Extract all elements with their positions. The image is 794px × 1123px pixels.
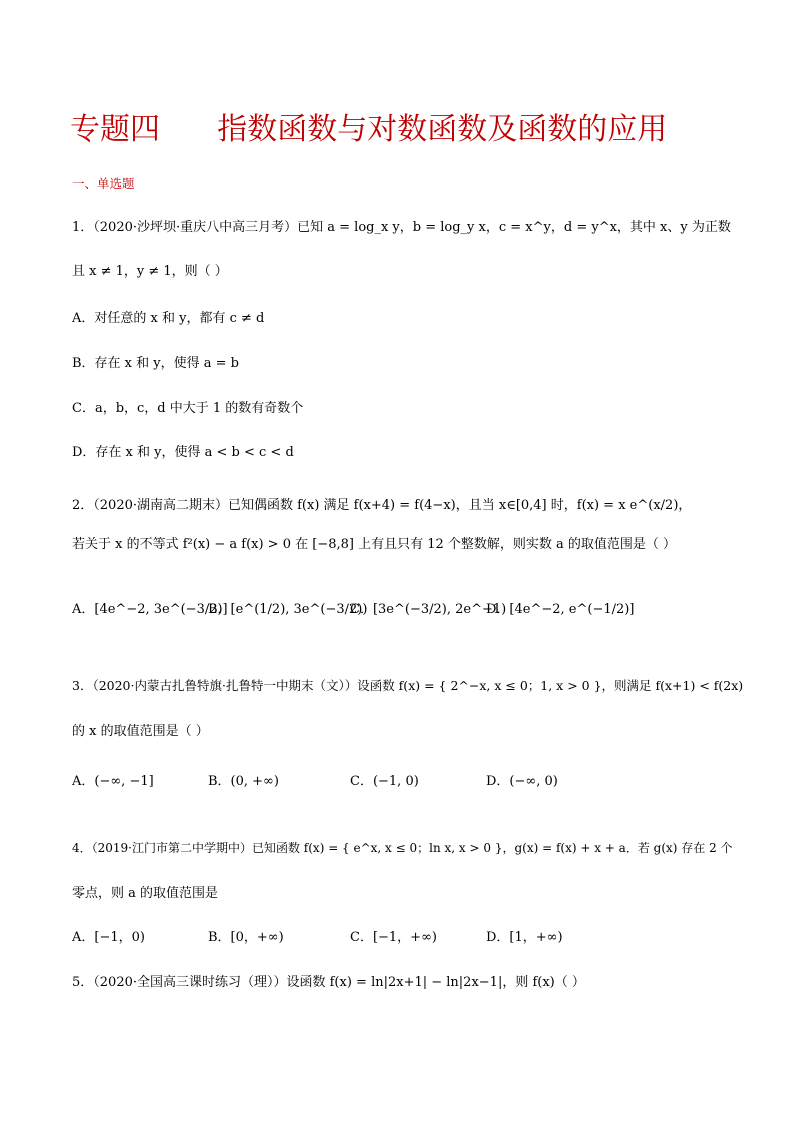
question-2-stem: 2．（2020·湖南高二期末）已知偶函数 f(x) 满足 f(x+4) = f(4−x)，且当 x∈[0,4] 时，f(x) = x e^(x/2)， [72, 498, 692, 513]
question-1-stem-cont: 且 x ≠ 1，y ≠ 1，则（ ） [72, 264, 228, 279]
question-3-option-d: D．(−∞, 0) [486, 774, 558, 789]
question-2-option-b: B．[e^(1/2), 3e^(−3/2)) [208, 602, 368, 617]
question-4-option-d: D．[1，+∞) [486, 930, 563, 945]
question-5-stem: 5．（2020·全国高三课时练习（理））设函数 f(x) = ln|2x+1| − ln|2x−1|，则 f(x)（ ） [72, 975, 585, 990]
question-4-stem: 4．（2019·江门市第二中学期中）已知函数 f(x) = { e^x, x ≤ 0；ln x, x > 0 }，g(x) = f(x) + x + a．若 g(x) 存在 2 个 [72, 841, 733, 855]
question-4-stem-cont: 零点，则 a 的取值范围是 [72, 886, 219, 901]
question-1-option-b: B．存在 x 和 y，使得 a = b [72, 356, 239, 371]
question-3-option-a: A．(−∞, −1] [72, 774, 154, 789]
question-2-options [72, 600, 752, 620]
page-title: 专题四 指数函数与对数函数及函数的应用 [70, 112, 668, 147]
question-1-option-c: C．a，b，c，d 中大于 1 的数有奇数个 [72, 401, 304, 416]
question-1-option-d: D．存在 x 和 y，使得 a < b < c < d [72, 445, 294, 460]
question-2-stem-cont: 若关于 x 的不等式 f²(x) − a f(x) > 0 在 [−8,8] 上有且只有 12 个整数解，则实数 a 的取值范围是（ ） [72, 537, 677, 552]
question-1-option-a: A．对任意的 x 和 y，都有 c ≠ d [72, 311, 265, 326]
question-1-stem: 1．（2020·沙坪坝·重庆八中高三月考）已知 a = log_x y，b = log_y x，c = x^y，d = y^x，其中 x、y 为正数 [72, 220, 731, 235]
question-4-options [72, 928, 752, 948]
question-3-option-c: C．(−1, 0) [350, 774, 419, 789]
question-2-option-c: C．[3e^(−3/2), 2e^−1) [350, 602, 507, 617]
question-3-stem-cont: 的 x 的取值范围是（ ） [72, 724, 209, 739]
question-2-option-a: A．[4e^−2, 3e^(−3/2)] [72, 602, 228, 617]
question-4-option-c: C．[−1，+∞) [350, 930, 437, 945]
question-4-option-b: B．[0，+∞) [208, 930, 284, 945]
question-2-option-d: D．[4e^−2, e^(−1/2)] [486, 602, 635, 617]
question-4-option-a: A．[−1，0) [72, 930, 145, 945]
question-3-stem: 3．（2020·内蒙古扎鲁特旗·扎鲁特一中期末（文））设函数 f(x) = { 2^−x, x ≤ 0；1, x > 0 }，则满足 f(x+1) < f(2x) [72, 678, 744, 693]
question-3-options [72, 772, 752, 792]
question-3-option-b: B．(0, +∞) [208, 774, 279, 789]
section-heading: 一、单选题 [72, 176, 135, 191]
